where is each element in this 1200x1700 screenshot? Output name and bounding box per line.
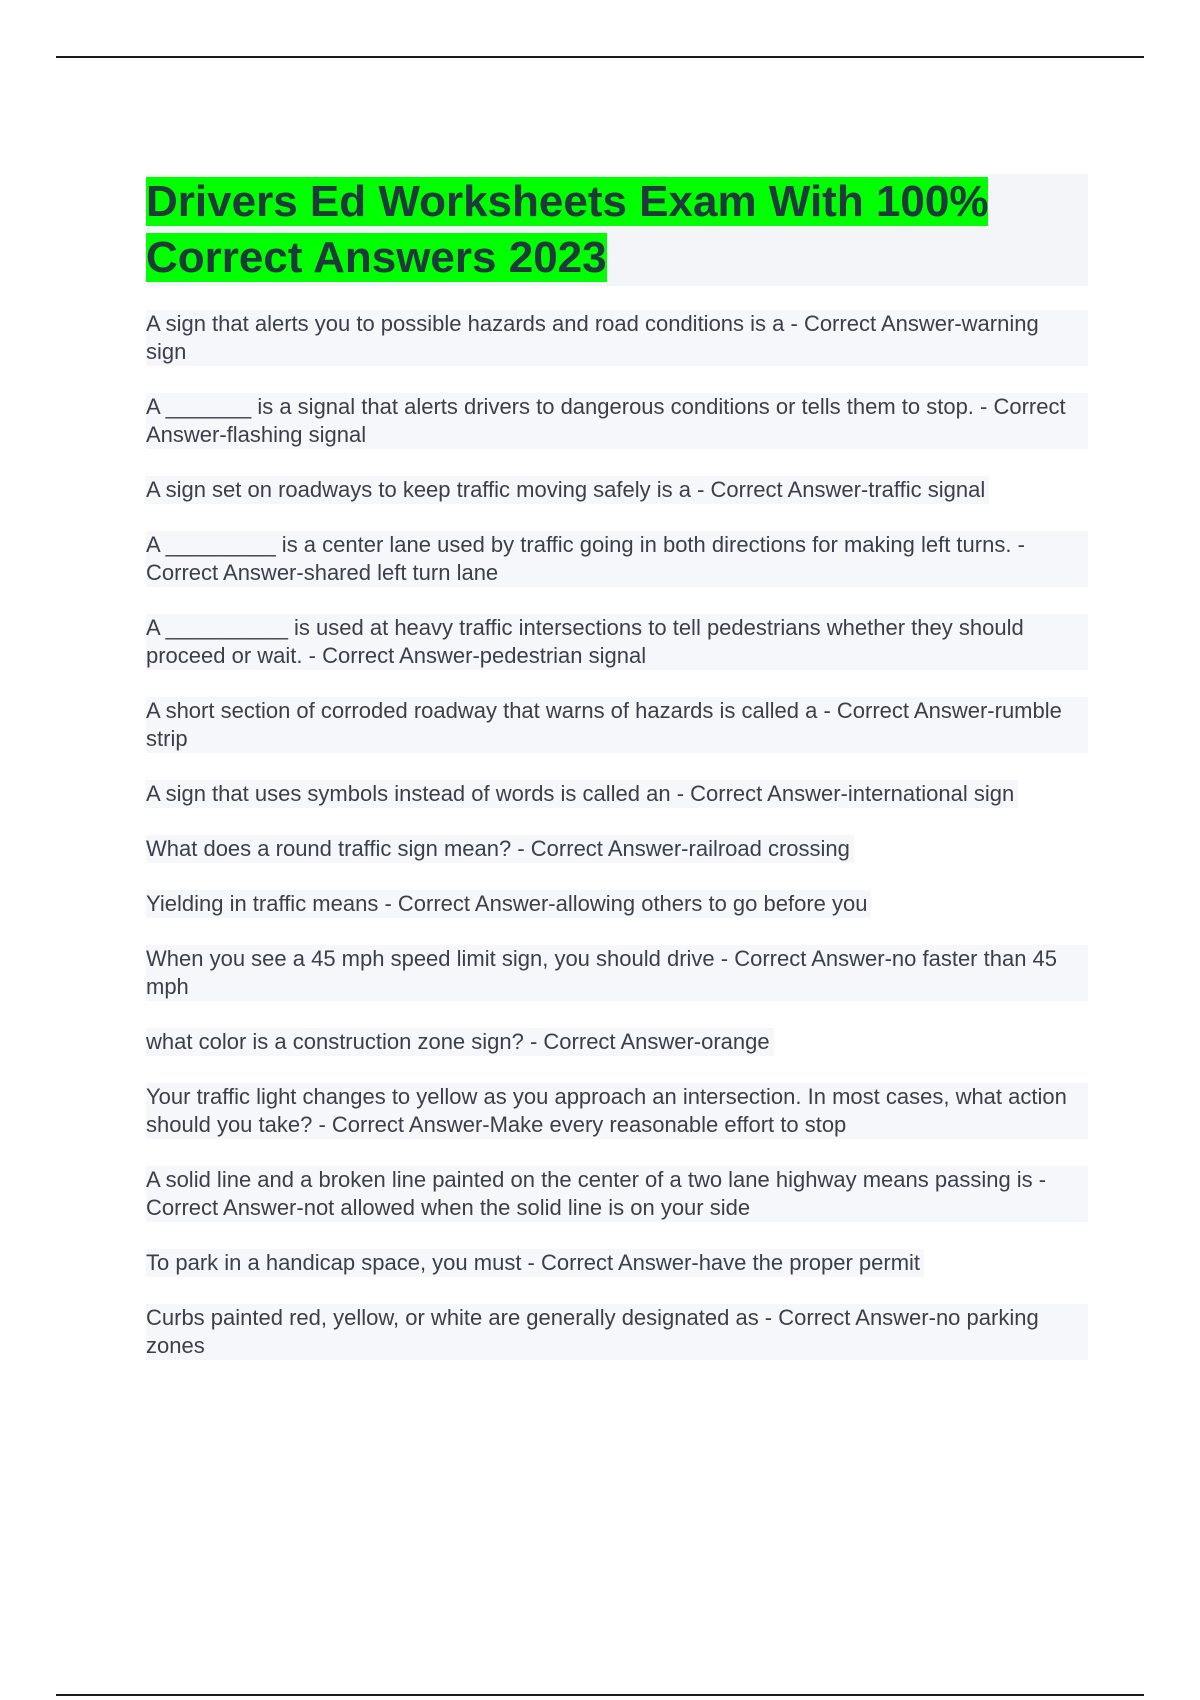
qa-item: A sign that alerts you to possible hazards and road conditions is a - Correct Answer-warning sign [146, 310, 1088, 366]
qa-item: What does a round traffic sign mean? - Correct Answer-railroad crossing [146, 835, 854, 863]
qa-item: A solid line and a broken line painted on the center of a two lane highway means passing is - Correct Answer-not allowed when the solid line is on your side [146, 1166, 1088, 1222]
qa-item: A __________ is used at heavy traffic intersections to tell pedestrians whether they should proceed or wait. - Correct Answer-pedestrian signal [146, 614, 1088, 670]
qa-item: A _________ is a center lane used by traffic going in both directions for making left turns. - Correct Answer-shared left turn lane [146, 531, 1088, 587]
top-rule [56, 56, 1144, 58]
qa-item: A sign that uses symbols instead of words is called an - Correct Answer-international sign [146, 780, 1018, 808]
qa-item: A short section of corroded roadway that warns of hazards is called a - Correct Answer-rumble strip [146, 697, 1088, 753]
document-title-text: Drivers Ed Worksheets Exam With 100% Correct Answers 2023 [146, 177, 989, 282]
document-title [146, 174, 1088, 286]
qa-item: To park in a handicap space, you must - Correct Answer-have the proper permit [146, 1249, 924, 1277]
qa-item: When you see a 45 mph speed limit sign, you should drive - Correct Answer-no faster than 45 mph [146, 945, 1088, 1001]
document-body [146, 174, 1088, 1387]
bottom-rule [56, 1694, 1144, 1696]
qa-item: Curbs painted red, yellow, or white are generally designated as - Correct Answer-no parking zones [146, 1304, 1088, 1360]
qa-item: Yielding in traffic means - Correct Answer-allowing others to go before you [146, 890, 871, 918]
qa-item: A _______ is a signal that alerts drivers to dangerous conditions or tells them to stop. - Correct Answer-flashing signal [146, 393, 1088, 449]
qa-list [146, 310, 1088, 1360]
title-block [146, 174, 1088, 286]
qa-item: what color is a construction zone sign? - Correct Answer-orange [146, 1028, 774, 1056]
qa-item: A sign set on roadways to keep traffic moving safely is a - Correct Answer-traffic signal [146, 476, 989, 504]
qa-item: Your traffic light changes to yellow as you approach an intersection. In most cases, what action should you take? - Correct Answer-Make every reasonable effort to stop [146, 1083, 1088, 1139]
